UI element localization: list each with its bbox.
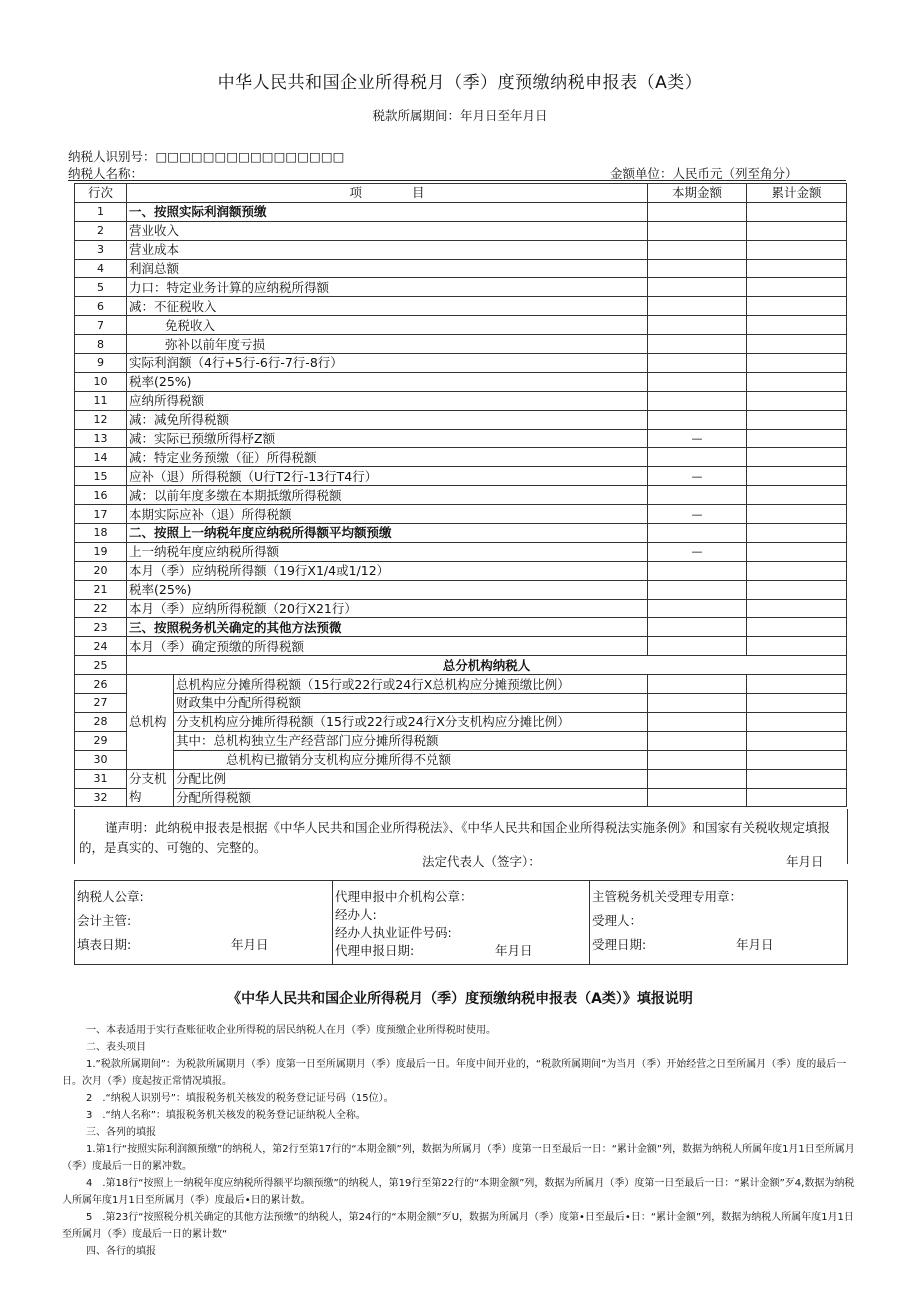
cumulative-amount-cell[interactable]: [747, 391, 847, 410]
row-label: 本月（季）应纳所得税额（20行X21行）: [127, 599, 648, 618]
row-label: 减：实际已预缴所得杼Z额: [127, 429, 648, 448]
receive-date-value[interactable]: 年月日: [736, 937, 774, 952]
row-label: 二、按照上一纳税年度应纳税所得额平均额预缴: [127, 524, 648, 543]
cumulative-amount-cell[interactable]: [747, 731, 847, 750]
signature-footer: [74, 880, 848, 965]
tax-authority-section: [589, 881, 848, 964]
table-row: [75, 354, 847, 373]
agent-handler-field[interactable]: 经办人:: [335, 907, 377, 922]
table-row: [75, 202, 847, 221]
current-amount-cell[interactable]: [648, 202, 747, 221]
current-amount-cell[interactable]: [648, 694, 747, 713]
cumulative-amount-cell[interactable]: [747, 675, 847, 694]
cumulative-amount-cell[interactable]: [747, 750, 847, 769]
header-item: 项 目: [127, 184, 648, 203]
row-label: 利润总额: [127, 259, 648, 278]
table-row: [75, 675, 847, 694]
row-label: 减：以前年度多缴在本期抵缴所得税额: [127, 486, 648, 505]
table-row: [75, 599, 847, 618]
row-number: 23: [75, 618, 127, 637]
table-row: [75, 372, 847, 391]
current-amount-cell[interactable]: [648, 731, 747, 750]
row-label: 本月（季）确定预缴的所得税额: [127, 637, 648, 656]
current-amount-cell[interactable]: [648, 618, 747, 637]
header-cumulative-amount: 累计金额: [747, 184, 847, 203]
cumulative-amount-cell[interactable]: [747, 505, 847, 524]
row-number: 12: [75, 410, 127, 429]
current-amount-cell[interactable]: [648, 316, 747, 335]
row-number: 4: [75, 259, 127, 278]
row-label: 一、按照实际利润额预缴: [127, 202, 648, 221]
agent-seal[interactable]: 代理申报中介机构公章：: [335, 889, 473, 904]
declaration-text: 谨声明：此纳税申报表是根据《中华人民共和国企业所得税法》、《中华人民共和国企业所得税法实施条例》和国家有关税收规定填报的，是真实的、可匏的、完整的。: [79, 820, 831, 855]
cumulative-amount-cell[interactable]: [747, 788, 847, 807]
cumulative-amount-cell[interactable]: [747, 618, 847, 637]
instruction-line: 5 .第23行“按照税分机关确定的其他方法预缴”的纳税人，第24行的“本期金额”歹U，数据为所属月（季）度第•日至最后•日：“累计金额”列，数据为纳税人所属年度1月1日至所属月（季）度最后一日的累计数“: [62, 1212, 854, 1240]
header-row-no: 行次: [75, 184, 127, 203]
row-number: 13: [75, 429, 127, 448]
current-amount-cell[interactable]: —: [648, 467, 747, 486]
current-amount-cell[interactable]: [648, 410, 747, 429]
cumulative-amount-cell[interactable]: [747, 694, 847, 713]
taxpayer-section: [75, 881, 332, 964]
current-amount-cell[interactable]: [648, 580, 747, 599]
row-label: 总机构已撤销分支机构应分摊所得不兑额: [174, 750, 648, 769]
table-row: [75, 221, 847, 240]
row-number: 30: [75, 750, 127, 769]
current-amount-cell[interactable]: [648, 561, 747, 580]
receive-date-label: 受理日期:: [592, 937, 647, 952]
header-rule: [68, 180, 846, 181]
current-amount-cell[interactable]: [648, 259, 747, 278]
current-amount-cell[interactable]: [648, 221, 747, 240]
tax-period: 税款所属期间：年月日至年月日: [372, 108, 548, 123]
row-label: 总机构应分摊所得税额（15行或22行或24行X总机构应分摊预缴比例）: [174, 675, 648, 694]
current-amount-cell[interactable]: [648, 335, 747, 354]
row-number: 25: [75, 656, 127, 675]
table-header-row: [75, 184, 847, 203]
table-row: [75, 712, 847, 731]
authority-seal[interactable]: 主管税务机关受理专用章：: [592, 889, 743, 904]
table-row: [75, 278, 847, 297]
row-number: 28: [75, 712, 127, 731]
table-row: [75, 694, 847, 713]
table-row: [75, 410, 847, 429]
row-label: 分配比例: [174, 769, 648, 788]
row-number: 32: [75, 788, 127, 807]
row-label: 应纳所得税额: [127, 391, 648, 410]
table-row: [75, 637, 847, 656]
row-label: 税率(25%): [127, 372, 648, 391]
cumulative-amount-cell[interactable]: [747, 467, 847, 486]
cumulative-amount-cell[interactable]: [747, 712, 847, 731]
fill-date-value[interactable]: 年月日: [231, 937, 269, 952]
row-number: 29: [75, 731, 127, 750]
table-row: [75, 486, 847, 505]
row-label: 减：不征税收入: [127, 297, 648, 316]
table-row: [75, 731, 847, 750]
row-label: 本月（季）应纳税所得额（19行X1/4或1/12）: [127, 561, 648, 580]
row-number: 18: [75, 524, 127, 543]
receiver-field[interactable]: 受理人：: [592, 913, 643, 928]
table-row: [75, 429, 847, 448]
instruction-line: 三、各列的填报: [86, 1127, 156, 1138]
row-number: 24: [75, 637, 127, 656]
cumulative-amount-cell[interactable]: [747, 542, 847, 561]
current-amount-cell[interactable]: [648, 278, 747, 297]
table-row: [75, 297, 847, 316]
signature-date: 年月日: [786, 854, 824, 869]
table-row: [75, 467, 847, 486]
cumulative-amount-cell[interactable]: [747, 637, 847, 656]
row-label: 免税收入: [127, 316, 648, 335]
table-row: [75, 259, 847, 278]
accountant-field[interactable]: 会计主管:: [77, 913, 132, 928]
row-number: 17: [75, 505, 127, 524]
table-row: [75, 769, 847, 788]
row-label: 减：特定业务预缴（征）所得税额: [127, 448, 648, 467]
cumulative-amount-cell[interactable]: [747, 769, 847, 788]
instruction-line: 1.第1行“按照实际利润额预缴”的纳税人，第2行至第17行的“本期金额”列，数据为所属月（季）度第一日至最后一日：“累计金额”列，数据为纳税人所属年度1月1日至所属月（季）度最后一日的累冲数。: [62, 1144, 855, 1172]
cumulative-amount-cell[interactable]: [747, 486, 847, 505]
row-number: 1: [75, 202, 127, 221]
row-label: 弥补以前年度亏损: [127, 335, 648, 354]
cumulative-amount-cell[interactable]: [747, 524, 847, 543]
row-number: 3: [75, 240, 127, 259]
current-amount-cell[interactable]: [648, 372, 747, 391]
instruction-line: 二、表头项目: [86, 1042, 146, 1053]
row-number: 7: [75, 316, 127, 335]
instruction-line: 一、本表适用于实行查账征收企业所得税的居民纳税人在月（季）度预缴企业所得税时使用。: [86, 1025, 496, 1036]
table-row: [75, 580, 847, 599]
agent-cert-field[interactable]: 经办人执业证件号码:: [335, 925, 452, 940]
cumulative-amount-cell[interactable]: [747, 580, 847, 599]
group-head-office: 总机构: [127, 675, 174, 769]
agent-date-label: 代理申报日期:: [335, 943, 415, 958]
row-label: 营业收入: [127, 221, 648, 240]
cumulative-amount-cell[interactable]: [747, 599, 847, 618]
group-branch-line-2: 构: [129, 789, 142, 804]
group-branch: [127, 769, 174, 807]
cumulative-amount-cell[interactable]: [747, 221, 847, 240]
current-amount-cell[interactable]: [648, 637, 747, 656]
row-label: 应补（退）所得税额（U行T2行-13行T4行）: [127, 467, 648, 486]
row-number: 26: [75, 675, 127, 694]
row-label: 财政集中分配所得税额: [174, 694, 648, 713]
cumulative-amount-cell[interactable]: [747, 429, 847, 448]
table-row: [75, 542, 847, 561]
currency-unit: 金额单位：人民币元（列至角分）: [610, 166, 798, 181]
current-amount-cell[interactable]: —: [648, 429, 747, 448]
instructions-title: 《中华人民共和国企业所得税月（季）度预缴纳税申报表（A类）》填报说明: [227, 991, 693, 1007]
declaration-table: [74, 183, 847, 807]
row-number: 27: [75, 694, 127, 713]
table-row: [75, 391, 847, 410]
row-label: 税率(25%): [127, 580, 648, 599]
table-row: [75, 335, 847, 354]
taxpayer-name-field[interactable]: 纳税人名称：: [68, 166, 144, 181]
table-row: [75, 618, 847, 637]
row-number: 20: [75, 561, 127, 580]
taxpayer-id-field[interactable]: 纳税人识别号：□□□□□□□□□□□□□□□□: [68, 149, 345, 164]
row-number: 5: [75, 278, 127, 297]
cumulative-amount-cell[interactable]: [747, 259, 847, 278]
current-amount-cell[interactable]: —: [648, 505, 747, 524]
row-number: 31: [75, 769, 127, 788]
instruction-line: 1.”税款所属期间”：为税款所属期月（季）度第一日至所属期月（季）度最后一日。年度中间开业的，“税款所属期间”为当月（季）开始经营之日至所属月（季）度的最后一日。次月（季）度起按正常情况填报。: [62, 1059, 847, 1087]
row-label: 营业成本: [127, 240, 648, 259]
instructions-body: [62, 1022, 862, 1260]
row-number: 19: [75, 542, 127, 561]
row-label: 上一纳税年度应纳税所得额: [127, 542, 648, 561]
cumulative-amount-cell[interactable]: [747, 297, 847, 316]
row-label: 本期实际应补（退）所得税额: [127, 505, 648, 524]
row-label: 分配所得税额: [174, 788, 648, 807]
table-row: [75, 750, 847, 769]
current-amount-cell[interactable]: [648, 675, 747, 694]
current-amount-cell[interactable]: [648, 769, 747, 788]
current-amount-cell[interactable]: [648, 788, 747, 807]
current-amount-cell[interactable]: [648, 712, 747, 731]
row-number: 14: [75, 448, 127, 467]
agent-date-value[interactable]: 年月日: [495, 943, 533, 958]
row-number: 21: [75, 580, 127, 599]
cumulative-amount-cell[interactable]: [747, 354, 847, 373]
current-amount-cell[interactable]: [648, 524, 747, 543]
cumulative-amount-cell[interactable]: [747, 561, 847, 580]
header-current-amount: 本期金额: [648, 184, 747, 203]
instruction-line: 4 .第18行“按照上一纳税年度应纳税所得额平均额预缴”的纳税人，第19行至第22行的“本期金额”列，数据为所属月（季）度第一日至最后一日：“累计金额”歹4,数据为纳税人所属年度1月1日至所属月（季）度最后•日的累计数。: [62, 1178, 855, 1206]
cumulative-amount-cell[interactable]: [747, 316, 847, 335]
current-amount-cell[interactable]: [648, 240, 747, 259]
instruction-line: 2 .“纳税人识别号”：填报税务机关核发的税务登记证号码（15位）。: [86, 1093, 394, 1104]
taxpayer-seal[interactable]: 纳税人公章:: [77, 889, 144, 904]
table-row: [75, 656, 847, 675]
row-number: 2: [75, 221, 127, 240]
row-number: 10: [75, 372, 127, 391]
row-label: 力口：特定业务计算的应纳税所得额: [127, 278, 648, 297]
table-row: [75, 788, 847, 807]
instruction-line: 3 .“纳人名称”：填报税务机关核发的税务登记证纳税人全称。: [86, 1110, 366, 1121]
current-amount-cell[interactable]: —: [648, 542, 747, 561]
instruction-line: 四、各行的填报: [86, 1246, 156, 1257]
cumulative-amount-cell[interactable]: [747, 410, 847, 429]
agent-section: [332, 881, 590, 964]
group-branch-line-1: 分支机: [129, 771, 167, 786]
row-label: 总分机构纳税人: [127, 656, 847, 675]
legal-rep-signature[interactable]: 法定代表人（签字）：: [422, 854, 541, 869]
form-title: 中华人民共和国企业所得税月（季）度预缴纳税申报表（A类）: [217, 73, 703, 93]
row-label: 其中：总机构独立生产经营部门应分摊所得税额: [174, 731, 648, 750]
table-row: [75, 524, 847, 543]
current-amount-cell[interactable]: [648, 297, 747, 316]
cumulative-amount-cell[interactable]: [747, 448, 847, 467]
row-number: 22: [75, 599, 127, 618]
row-number: 16: [75, 486, 127, 505]
fill-date-label: 填表日期:: [77, 937, 132, 952]
current-amount-cell[interactable]: [648, 354, 747, 373]
row-label: 分支机构应分摊所得税额（15行或22行或24行X分支机构应分摊比例）: [174, 712, 648, 731]
row-number: 15: [75, 467, 127, 486]
current-amount-cell[interactable]: [648, 391, 747, 410]
row-label: 实际利润额（4行+5行-6行-7行-8行）: [127, 354, 648, 373]
row-number: 9: [75, 354, 127, 373]
table-row: [75, 316, 847, 335]
row-number: 11: [75, 391, 127, 410]
cumulative-amount-cell[interactable]: [747, 278, 847, 297]
row-label: 三、按照税务机关确定的其他方法预微: [127, 618, 648, 637]
table-row: [75, 561, 847, 580]
current-amount-cell[interactable]: [648, 750, 747, 769]
table-row: [75, 448, 847, 467]
cumulative-amount-cell[interactable]: [747, 202, 847, 221]
cumulative-amount-cell[interactable]: [747, 372, 847, 391]
table-row: [75, 240, 847, 259]
cumulative-amount-cell[interactable]: [747, 240, 847, 259]
cumulative-amount-cell[interactable]: [747, 335, 847, 354]
table-row: [75, 505, 847, 524]
current-amount-cell[interactable]: [648, 486, 747, 505]
row-number: 8: [75, 335, 127, 354]
row-number: 6: [75, 297, 127, 316]
current-amount-cell[interactable]: [648, 448, 747, 467]
row-label: 减：减免所得税额: [127, 410, 648, 429]
current-amount-cell[interactable]: [648, 599, 747, 618]
